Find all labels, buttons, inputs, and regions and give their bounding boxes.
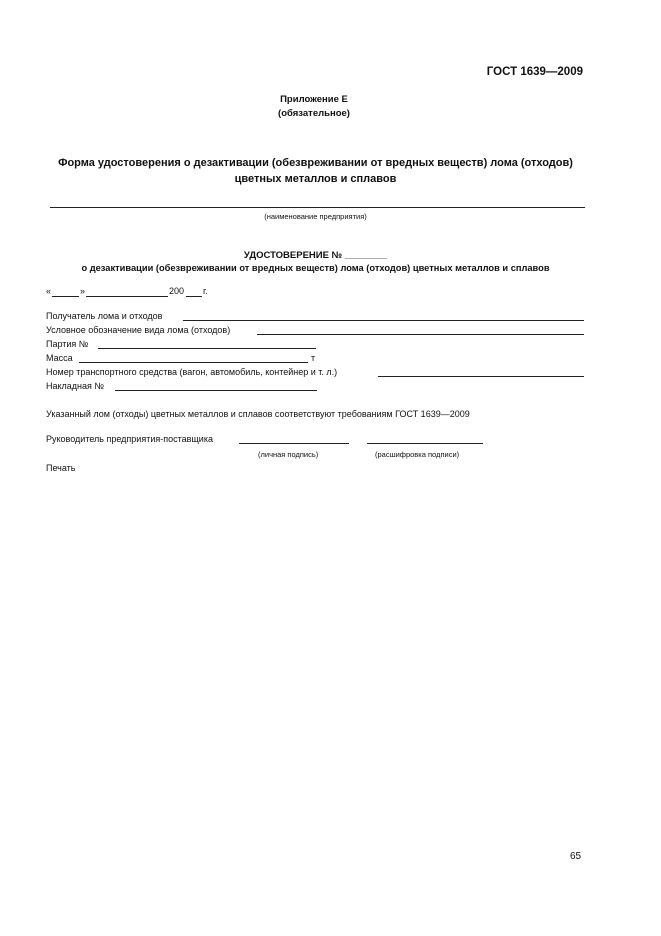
date-day-line — [52, 296, 79, 297]
recipient-line — [183, 320, 584, 321]
date-close-quote: » — [80, 286, 86, 296]
page-number: 65 — [570, 851, 582, 862]
certificate-subtitle: о дезактивации (обезвреживании от вредных веществ) лома (отходов) цветных металлов и сплавов — [81, 263, 550, 273]
form-title-line1: Форма удостоверения о дезактивации (обезвреживании от вредных веществ) лома (отходов) — [58, 157, 573, 169]
appendix-title: Приложение Е — [280, 94, 348, 105]
stamp-label: Печать — [46, 463, 76, 473]
certificate-title: УДОСТОВЕРЕНИЕ № ________ — [243, 250, 388, 261]
batch-line — [98, 348, 316, 349]
date-year-suffix: г. — [203, 286, 208, 296]
mass-unit: т — [311, 353, 316, 363]
mass-label: Масса — [46, 353, 73, 363]
date-month-line — [86, 296, 168, 297]
compliance-statement: Указанный лом (отходы) цветных металлов и сплавов соответствуют требованиям ГОСТ 1639—2009 — [46, 409, 470, 419]
signature-line — [239, 443, 349, 444]
standard-designation: ГОСТ 1639—2009 — [486, 66, 583, 78]
form-title-line2: цветных металлов и сплавов — [234, 173, 397, 185]
scrap-type-line — [257, 334, 584, 335]
date-year-prefix: 200 — [169, 286, 185, 296]
signature-decode-line — [367, 443, 483, 444]
signature-decode-caption: (расшифровка подписи) — [375, 450, 460, 459]
date-year-line — [186, 296, 202, 297]
scrap-type-label: Условное обозначение вида лома (отходов) — [46, 325, 231, 335]
signature-label: Руководитель предприятия-поставщика — [46, 434, 213, 444]
vehicle-line — [378, 376, 584, 377]
waybill-label: Накладная № — [46, 381, 105, 391]
waybill-line — [115, 390, 317, 391]
enterprise-name-line — [50, 207, 585, 208]
batch-label: Партия № — [46, 339, 89, 349]
appendix-note: (обязательное) — [278, 108, 350, 119]
mass-line — [79, 362, 308, 363]
vehicle-label: Номер транспортного средства (вагон, автомобиль, контейнер и т. л.) — [46, 367, 338, 377]
enterprise-name-caption: (наименование предприятия) — [264, 212, 367, 221]
date-open-quote: « — [46, 286, 52, 296]
recipient-label: Получатель лома и отходов — [46, 311, 163, 321]
signature-caption: (личная подпись) — [258, 450, 319, 459]
